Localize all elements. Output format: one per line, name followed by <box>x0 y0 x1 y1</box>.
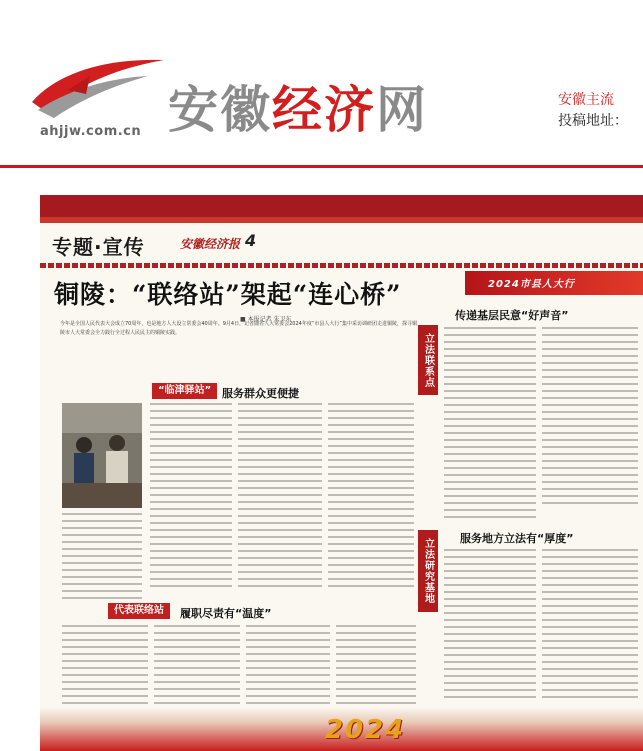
submission-address-label[interactable]: 投稿地址： <box>558 113 628 129</box>
article-byline: ■ 本报记者 朱卫东 <box>240 316 292 323</box>
section-tag-2: 代表联络站 <box>108 603 170 619</box>
logo-part-3: 网 <box>376 81 428 139</box>
site-logo[interactable] <box>168 70 428 142</box>
text-col-l7 <box>246 625 330 707</box>
text-col-l4 <box>328 403 414 598</box>
stripe-divider <box>40 263 643 268</box>
text-col-l2 <box>150 403 232 598</box>
logo-part-1: 安徽 <box>168 81 272 139</box>
section-title: 专题·宣传 <box>52 235 145 259</box>
section-tag-2-title: 履职尽责有“温度” <box>180 607 272 620</box>
text-col-l6 <box>154 625 240 707</box>
logo-swoosh-icon <box>28 50 168 120</box>
header-divider <box>0 165 643 168</box>
section-tag-1: “临津驿站” <box>152 383 217 399</box>
article-lead: 今年是全国人民代表大会成立70周年，也是地方人大设立常委会40周年。9月4日，记者随省人大常委会2024年度“市县人大行”集中采访调研团走进铜陵，探寻铜陵市人大常委会全力践行全过程人民民主的铜陵实践。 <box>60 321 417 336</box>
bottom-year: 2024 <box>325 715 406 745</box>
text-col-r1 <box>444 327 536 527</box>
article-headline: 铜陵：“联络站”架起“连心桥” <box>54 280 402 309</box>
text-col-l3 <box>238 403 322 598</box>
series-banner-text: 2024市县人大行 <box>488 279 575 290</box>
right-heading-2: 服务地方立法有“厚度” <box>460 532 574 545</box>
section-tag-1-title: 服务群众更便捷 <box>222 387 299 400</box>
paper-top-band <box>40 195 643 223</box>
article-photo <box>62 403 142 508</box>
logo-part-2: 经济 <box>272 81 376 139</box>
text-col-r2 <box>542 327 638 517</box>
newspaper-page <box>40 195 643 751</box>
column-label-1: 立法联系点 <box>418 325 438 395</box>
site-domain: ahjjw.com.cn <box>40 124 142 139</box>
text-col-l5 <box>62 625 148 707</box>
header-info <box>558 90 643 132</box>
right-heading-1: 传递基层民意“好声音” <box>455 309 569 322</box>
site-header <box>0 0 643 168</box>
text-col-r4 <box>542 549 638 709</box>
column-label-2: 立法研究基地 <box>418 530 438 612</box>
header-slogan: 安徽主流 <box>558 92 614 108</box>
text-col-r3 <box>444 549 536 709</box>
people-photo-icon <box>62 403 142 508</box>
page-number: 4 <box>245 231 257 250</box>
text-col-l1 <box>62 513 142 603</box>
paper-brand: 安徽经济报 <box>180 237 241 251</box>
text-col-l8 <box>336 625 416 707</box>
